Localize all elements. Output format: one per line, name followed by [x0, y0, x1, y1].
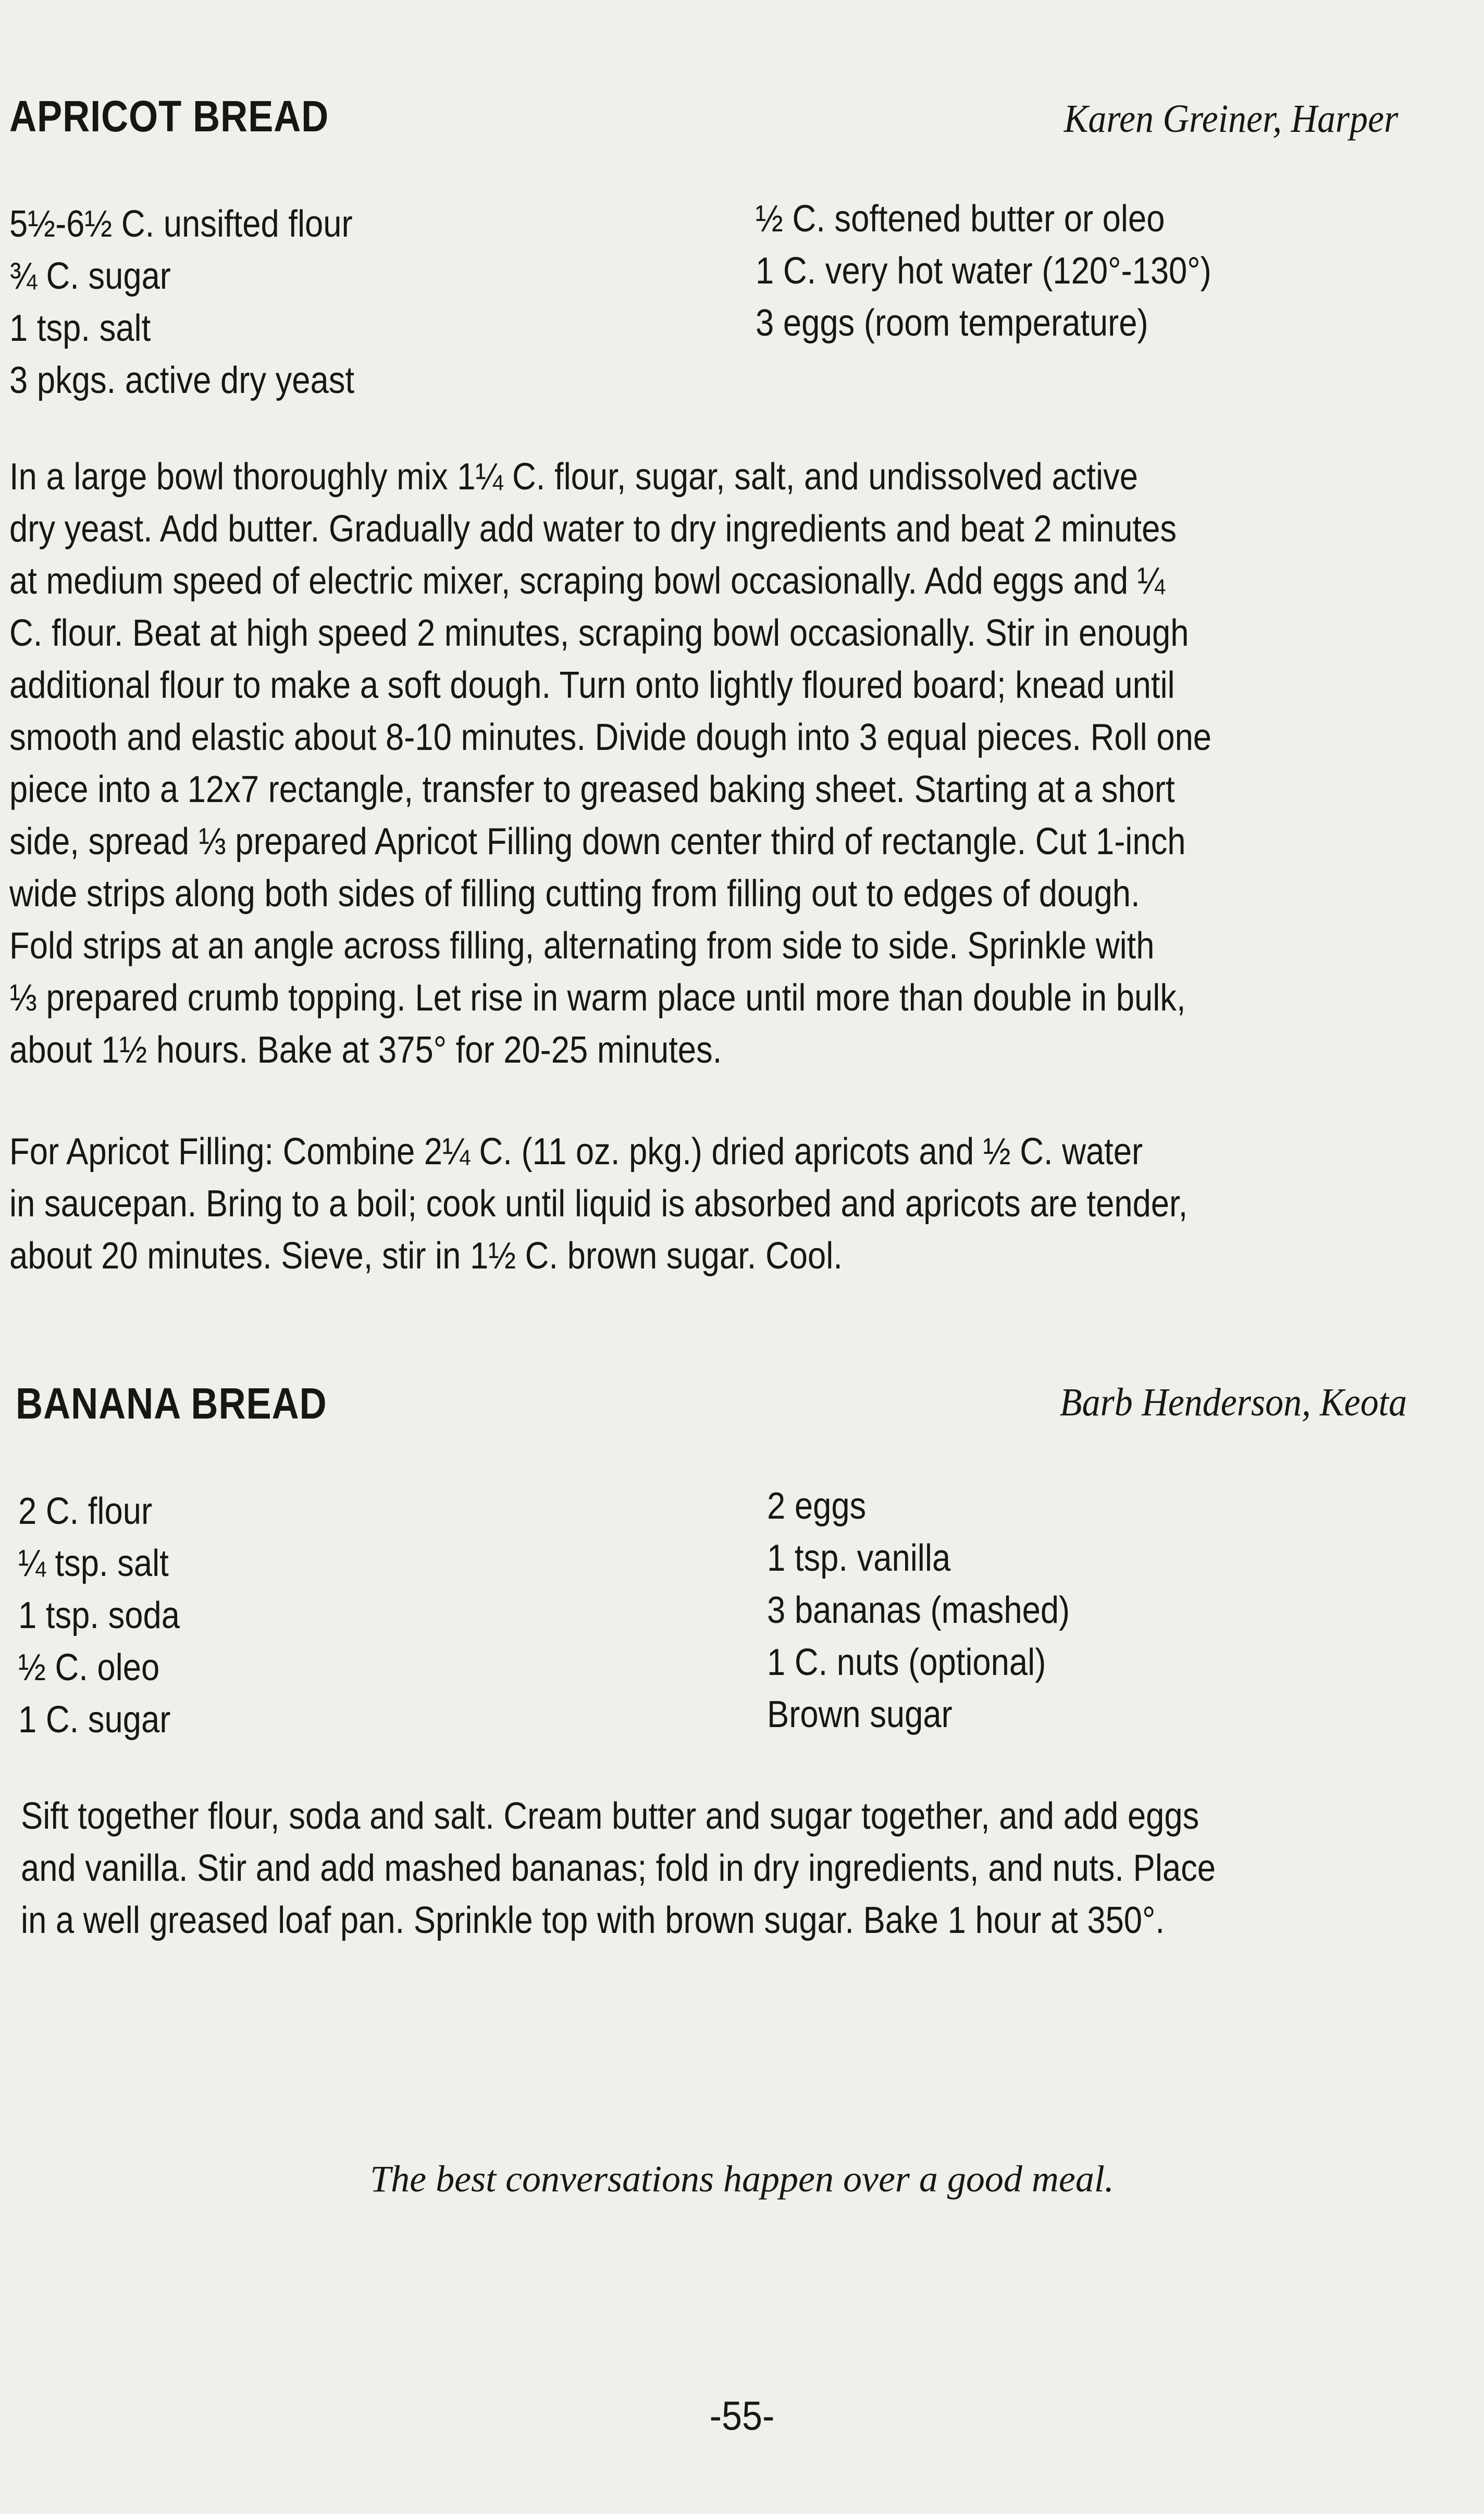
ingredient-item: ½ C. oleo — [18, 1647, 160, 1689]
ingredients-left-banana-bread — [18, 1485, 180, 1746]
recipe-title-apricot-bread: APRICOT BREAD — [9, 92, 329, 141]
footer-quote: The best conversations happen over a good meal. — [370, 2158, 1114, 2200]
ingredients-right-apricot-bread — [756, 193, 1211, 349]
ingredient-item: ¾ C. sugar — [9, 255, 171, 297]
method-line: at medium speed of electric mixer, scraping bowl occasionally. Add eggs and ¼ — [9, 560, 1165, 602]
recipe-author-banana-bread: Barb Henderson, Keota — [1059, 1381, 1407, 1424]
ingredient-item: 1 tsp. salt — [9, 307, 151, 349]
ingredient-item: 3 pkgs. active dry yeast — [9, 360, 355, 401]
method-line: about 1½ hours. Bake at 375° for 20-25 minutes. — [9, 1029, 722, 1071]
ingredient-item: 1 C. nuts (optional) — [767, 1642, 1046, 1683]
method-line: ⅓ prepared crumb topping. Let rise in warm place until more than double in bulk, — [9, 977, 1186, 1019]
ingredient-item: 1 tsp. soda — [18, 1595, 180, 1636]
method-line: in a well greased loaf pan. Sprinkle top with brown sugar. Bake 1 hour at 350°. — [21, 1900, 1165, 1941]
method-line: additional flour to make a soft dough. Turn onto lightly floured board; knead until — [9, 664, 1175, 706]
ingredient-item: 2 C. flour — [18, 1490, 153, 1532]
ingredient-item: 2 eggs — [767, 1485, 867, 1527]
ingredients-right-banana-bread — [767, 1480, 1070, 1741]
method-apricot-bread — [9, 451, 1376, 1076]
filling-line: about 20 minutes. Sieve, stir in 1½ C. brown sugar. Cool. — [9, 1235, 843, 1277]
ingredient-item: ½ C. softened butter or oleo — [756, 198, 1165, 240]
ingredient-item: 5½-6½ C. unsifted flour — [9, 203, 353, 245]
method-line: dry yeast. Add butter. Gradually add water to dry ingredients and beat 2 minutes — [9, 508, 1177, 550]
ingredient-item: 3 eggs (room temperature) — [756, 302, 1148, 344]
filling-line: For Apricot Filling: Combine 2¼ C. (11 oz. pkg.) dried apricots and ½ C. water — [9, 1131, 1143, 1173]
method-banana-bread — [21, 1790, 1379, 1946]
ingredient-item: 1 C. very hot water (120°-130°) — [756, 250, 1211, 292]
ingredient-item: Brown sugar — [767, 1694, 953, 1735]
method-line: smooth and elastic about 8-10 minutes. Divide dough into 3 equal pieces. Roll one — [9, 717, 1212, 758]
method-line: wide strips along both sides of filling cutting from filling out to edges of dough. — [9, 873, 1140, 915]
ingredient-item: 1 C. sugar — [18, 1699, 171, 1741]
method-line: piece into a 12x7 rectangle, transfer to greased baking sheet. Starting at a short — [9, 769, 1175, 810]
method-line: side, spread ⅓ prepared Apricot Filling down center third of rectangle. Cut 1-inch — [9, 821, 1186, 862]
method-line: Sift together flour, soda and salt. Cream butter and sugar together, and add eggs — [21, 1795, 1199, 1837]
ingredients-left-apricot-bread — [9, 198, 354, 406]
recipe-author-apricot-bread: Karen Greiner, Harper — [1063, 97, 1398, 141]
method-line: In a large bowl thoroughly mix 1¼ C. flour, sugar, salt, and undissolved active — [9, 456, 1138, 498]
filling-apricot-bread — [9, 1126, 1349, 1282]
ingredient-item: ¼ tsp. salt — [18, 1543, 169, 1584]
filling-line: in saucepan. Bring to a boil; cook until liquid is absorbed and apricots are tender, — [9, 1183, 1188, 1225]
method-line: and vanilla. Stir and add mashed bananas; fold in dry ingredients, and nuts. Place — [21, 1847, 1216, 1889]
method-line: C. flour. Beat at high speed 2 minutes, scraping bowl occasionally. Stir in enough — [9, 612, 1189, 654]
recipe-title-banana-bread: BANANA BREAD — [16, 1379, 327, 1428]
ingredient-item: 3 bananas (mashed) — [767, 1589, 1070, 1631]
ingredient-item: 1 tsp. vanilla — [767, 1537, 951, 1579]
page-number: -55- — [709, 2393, 775, 2438]
method-line: Fold strips at an angle across filling, alternating from side to side. Sprinkle with — [9, 925, 1155, 967]
